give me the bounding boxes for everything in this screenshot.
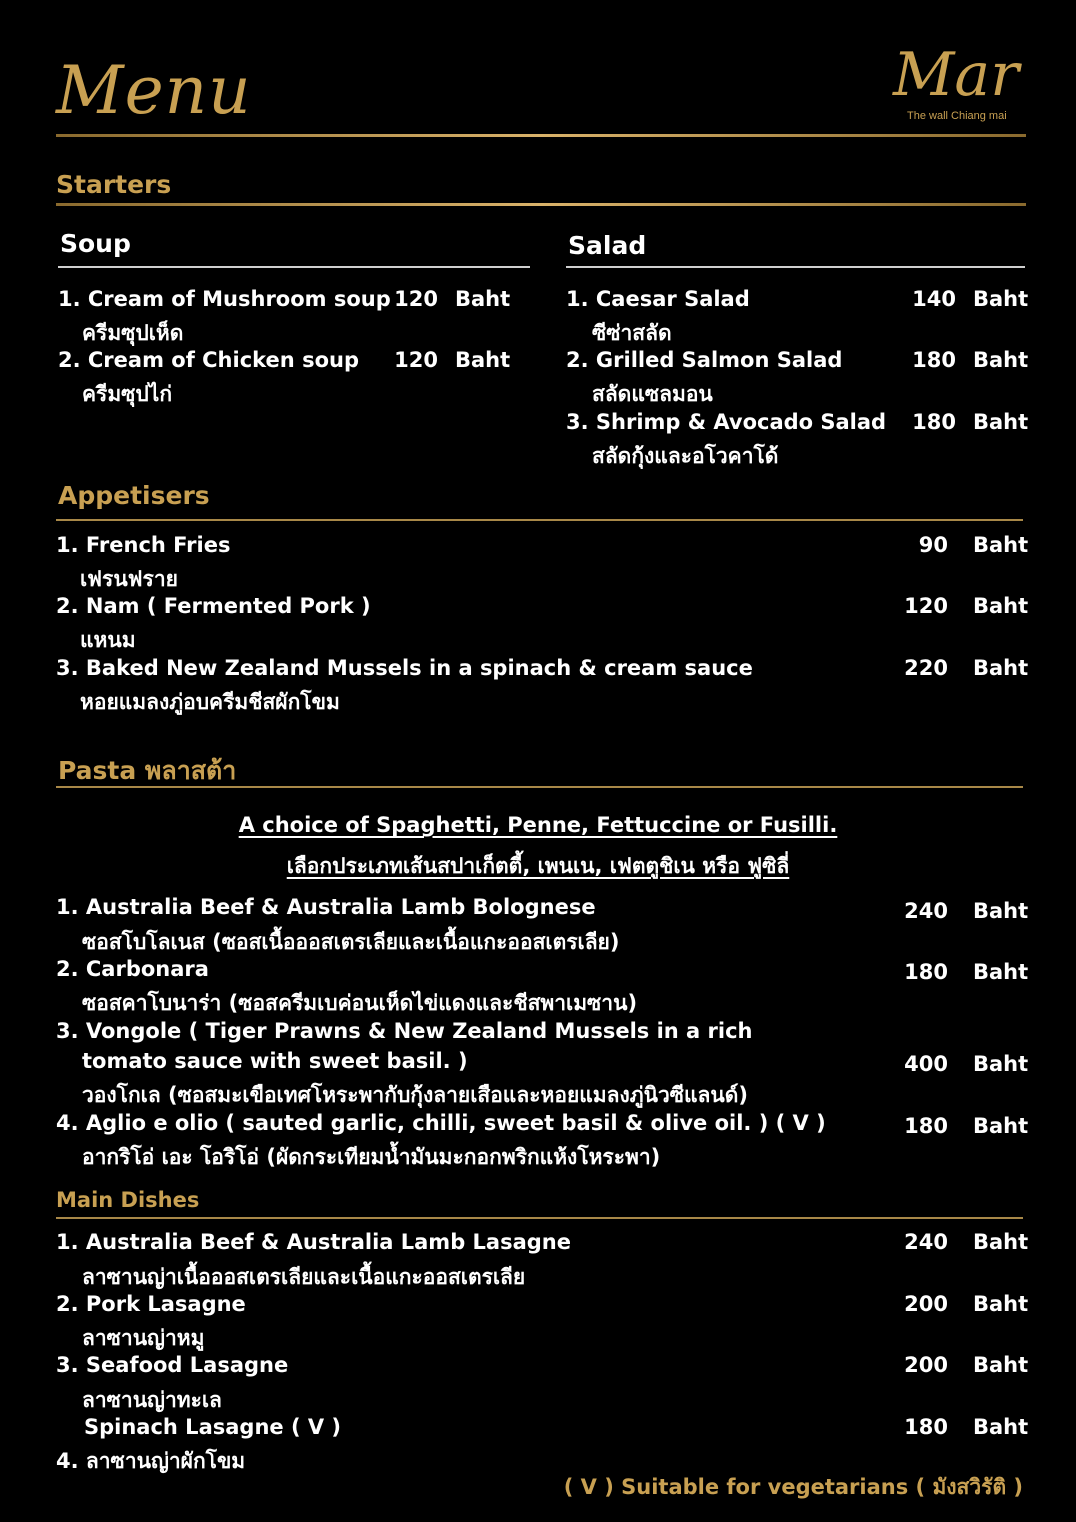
menu-item-name: 2. Grilled Salmon Salad	[566, 348, 843, 372]
menu-item-name-continued: tomato sauce with sweet basil. )	[82, 1049, 468, 1073]
logo-subtitle: The wall Chiang mai	[907, 110, 1007, 122]
menu-item-thai: ซอสโบโลเนส (ซอสเนื้อออสเตรเลียและเนื้อแกะออสเตรเลีย)	[82, 930, 620, 954]
menu-item-unit: Baht	[973, 594, 1029, 618]
menu-item-unit: Baht	[973, 348, 1029, 372]
menu-item-price: 200	[904, 1292, 948, 1316]
header-divider	[56, 134, 1026, 137]
menu-item-unit: Baht	[973, 287, 1029, 311]
menu-item-name: Spinach Lasagne ( V )	[84, 1415, 342, 1439]
section-heading-starters: Starters	[56, 170, 172, 199]
menu-item-thai: ซอสคาโบนาร่า (ซอสครีมเบค่อนเห็ดไข่แดงและชีสพาเมซาน)	[82, 991, 638, 1015]
menu-item-price: 140	[912, 287, 956, 311]
menu-item-name: 1. Caesar Salad	[566, 287, 750, 311]
menu-item-name: 4. Aglio e olio ( sauted garlic, chilli, sweet basil & olive oil. ) ( V )	[56, 1111, 826, 1135]
vegetarian-legend: ( V ) Suitable for vegetarians ( มังสวิรัติ )	[563, 1475, 1023, 1499]
menu-item-unit: Baht	[973, 656, 1029, 680]
subheading-salad: Salad	[568, 231, 647, 260]
starters-divider	[56, 203, 1026, 206]
menu-item-name: 1. French Fries	[56, 533, 231, 557]
menu-item-name: 2. Carbonara	[56, 957, 209, 981]
soup-divider	[58, 266, 530, 268]
menu-item-thai: แหนม	[80, 628, 136, 652]
menu-item-thai: สลัดแซลมอน	[592, 382, 713, 406]
menu-item-thai: เฟรนฟราย	[80, 567, 178, 591]
main-dishes-divider	[56, 1217, 1023, 1219]
menu-item-price: 180	[912, 410, 956, 434]
menu-item-name: 1. Australia Beef & Australia Lamb Lasagne	[56, 1230, 571, 1254]
salad-divider	[566, 266, 1025, 268]
menu-item-price: 180	[904, 1415, 948, 1439]
section-heading-main-dishes: Main Dishes	[56, 1188, 200, 1212]
menu-item-thai: วองโกเล (ซอสมะเขือเทศโหระพากับกุ้งลายเสือและหอยแมลงภู่นิวซีแลนด์)	[82, 1083, 748, 1107]
menu-item-price: 240	[904, 899, 948, 923]
menu-item-thai: สลัดกุ้งและอโวคาโด้	[592, 444, 779, 468]
menu-item-thai: หอยแมลงภู่อบครีมชีสผักโขม	[80, 690, 340, 714]
menu-item-thai: ครีมซุปเห็ด	[82, 321, 184, 345]
appetisers-divider	[56, 519, 1023, 521]
menu-item-unit: Baht	[973, 960, 1029, 984]
menu-item-thai: อากริโอ่ เอะ โอริโอ่ (ผัดกระเทียมน้ำมันมะกอกพริกแห้งโหระพา)	[82, 1145, 661, 1169]
menu-item-price: 400	[904, 1052, 948, 1076]
menu-item-name: 2. Nam ( Fermented Pork )	[56, 594, 371, 618]
menu-item-unit: Baht	[973, 533, 1029, 557]
menu-item-name: 3. Vongole ( Tiger Prawns & New Zealand Mussels in a rich	[56, 1019, 753, 1043]
menu-item-unit: Baht	[455, 348, 511, 372]
menu-item-thai: ลาซานญ่าเนื้อออสเตรเลียและเนื้อแกะออสเตรเลีย	[82, 1265, 526, 1289]
restaurant-logo: Mar	[893, 40, 1019, 110]
menu-item-unit: Baht	[973, 410, 1029, 434]
menu-item-name: 1. Australia Beef & Australia Lamb Bolognese	[56, 895, 596, 919]
menu-item-price: 240	[904, 1230, 948, 1254]
menu-title: Menu	[56, 52, 252, 129]
pasta-divider	[56, 786, 1023, 788]
menu-item-unit: Baht	[455, 287, 511, 311]
menu-item-price: 90	[918, 533, 948, 557]
menu-item-unit: Baht	[973, 1353, 1029, 1377]
menu-item-price: 220	[904, 656, 948, 680]
menu-item-thai: ลาซานญ่าทะเล	[82, 1388, 222, 1412]
menu-item-name: 2. Pork Lasagne	[56, 1292, 246, 1316]
menu-item-unit: Baht	[973, 899, 1029, 923]
menu-item-thai: ลาซานญ่าหมู	[82, 1326, 205, 1350]
menu-item-unit: Baht	[973, 1230, 1029, 1254]
menu-item-thai: ซีซ่าสลัด	[592, 321, 672, 345]
menu-item-name: 2. Cream of Chicken soup	[58, 348, 359, 372]
menu-item-price: 120	[904, 594, 948, 618]
pasta-note-thai: เลือกประเภทเส้นสปาเก็ตตี้, เพนเน, เฟตตูชิเน หรือ ฟูซิลี่	[286, 854, 790, 878]
menu-item-price: 180	[904, 960, 948, 984]
menu-item-name: 1. Cream of Mushroom soup	[58, 287, 391, 311]
menu-item-price: 120	[394, 348, 438, 372]
section-heading-appetisers: Appetisers	[58, 481, 210, 510]
menu-item-unit: Baht	[973, 1292, 1029, 1316]
menu-item-unit: Baht	[973, 1052, 1029, 1076]
menu-item-price: 180	[904, 1114, 948, 1138]
menu-item-price: 200	[904, 1353, 948, 1377]
menu-item-unit: Baht	[973, 1114, 1029, 1138]
subheading-soup: Soup	[60, 229, 131, 258]
menu-item-price: 180	[912, 348, 956, 372]
menu-item-thai: ครีมซุปไก่	[82, 382, 173, 406]
menu-item-unit: Baht	[973, 1415, 1029, 1439]
section-heading-pasta: Pasta พลาสต้า	[58, 756, 237, 785]
menu-item-name: 3. Shrimp & Avocado Salad	[566, 410, 887, 434]
pasta-note-english: A choice of Spaghetti, Penne, Fettuccine or Fusilli.	[238, 813, 838, 837]
menu-item-name: 3. Seafood Lasagne	[56, 1353, 289, 1377]
menu-item-price: 120	[394, 287, 438, 311]
menu-item-thai: 4. ลาซานญ่าผักโขม	[56, 1449, 246, 1473]
menu-item-name: 3. Baked New Zealand Mussels in a spinach & cream sauce	[56, 656, 753, 680]
